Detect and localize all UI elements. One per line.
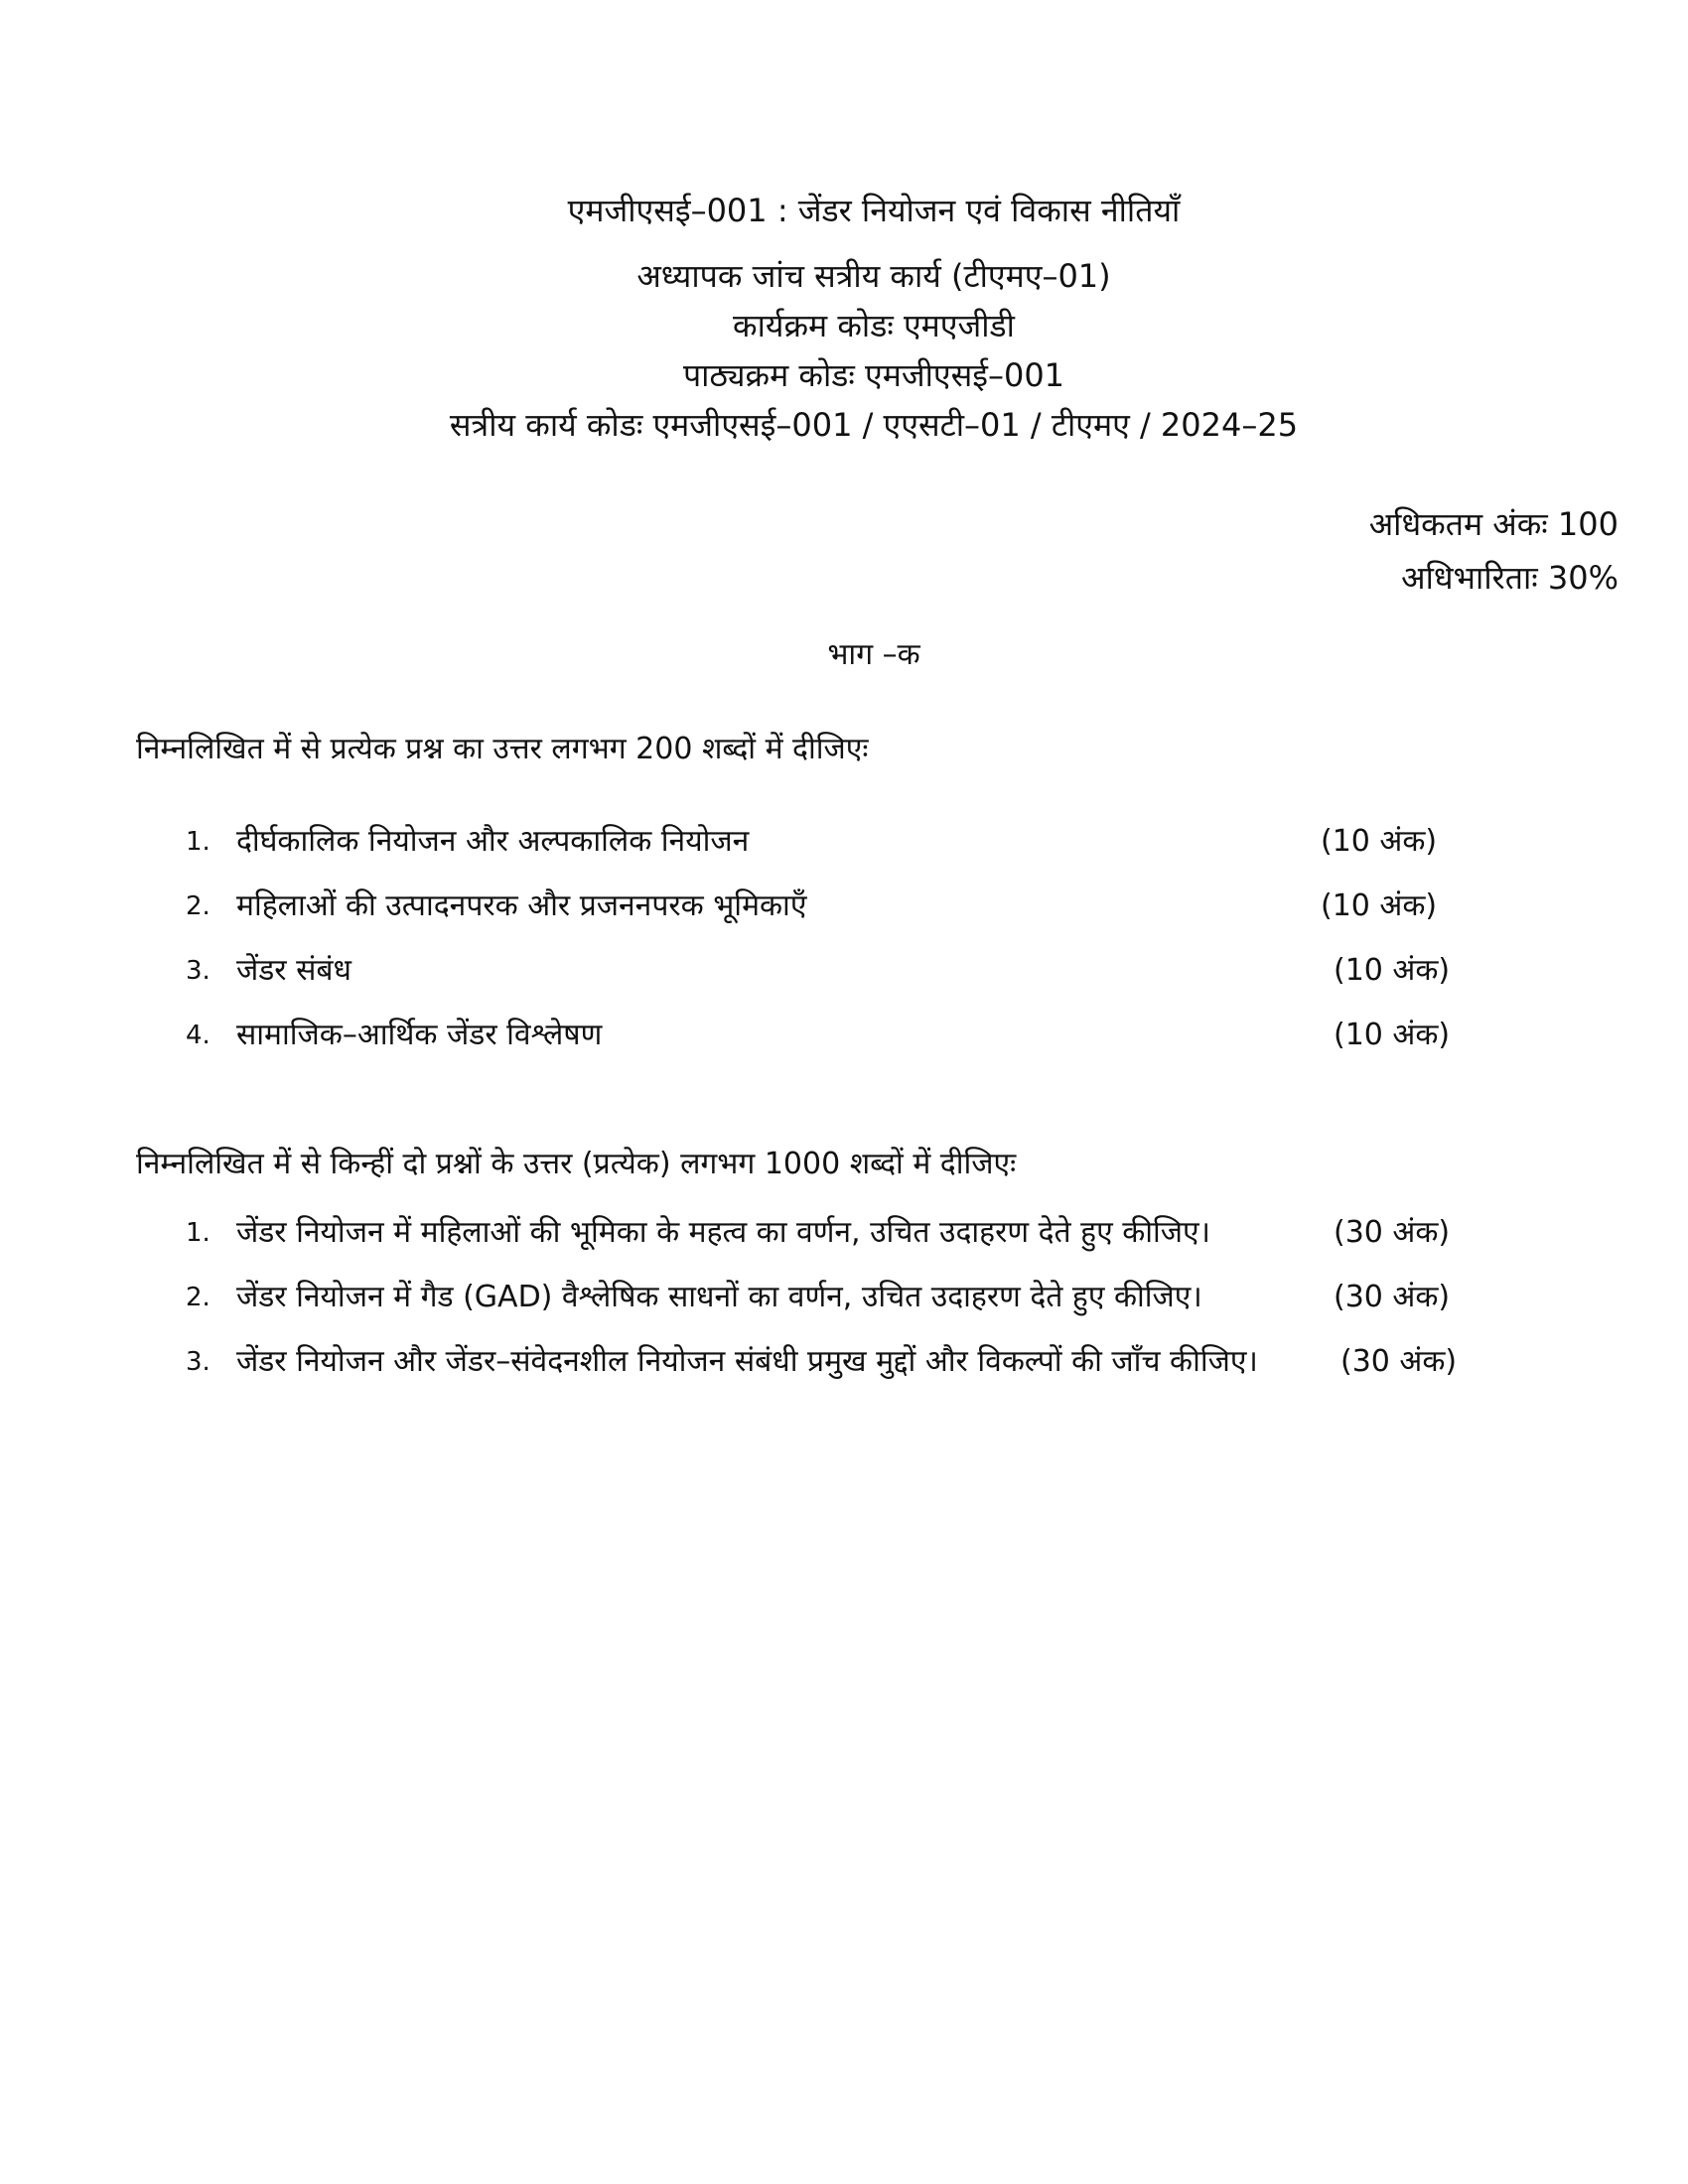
question-text: महिलाओं की उत्पादनपरक और प्रजननपरक भूमिकाएँ	[236, 888, 807, 923]
question-text: जेंडर नियोजन और जेंडर–संवेदनशील नियोजन संबंधी प्रमुख मुद्दों और विकल्पों की जाँच कीजिए।	[236, 1344, 1258, 1379]
part1-question	[0, 822, 1688, 862]
question-text: सामाजिक–आर्थिक जेंडर विश्लेषण	[236, 1018, 603, 1052]
question-marks: (30 अंक)	[1340, 1344, 1458, 1379]
part2-question	[0, 1278, 1688, 1317]
question-number: 4.	[186, 1021, 211, 1050]
part1-question	[0, 887, 1688, 926]
part2-question	[0, 1213, 1688, 1253]
question-number: 3.	[186, 1347, 211, 1377]
part2-question	[0, 1342, 1688, 1382]
part2-instruction: निम्नलिखित में से किन्हीं दो प्रश्नों के उत्तर (प्रत्येक) लगभग 1000 शब्दों में दीजिएः	[136, 1147, 1017, 1181]
question-marks: (30 अंक)	[1334, 1215, 1451, 1250]
question-marks: (10 अंक)	[1321, 888, 1438, 923]
document-title: एमजीएसई–001 : जेंडर नियोजन एवं विकास नीतियाँ	[567, 192, 1181, 229]
course-code: पाठ्यक्रम कोडः एमजीएसई–001	[682, 356, 1065, 394]
assignment-name: अध्यापक जांच सत्रीय कार्य (टीएमए–01)	[636, 257, 1111, 295]
part1-question	[0, 1016, 1688, 1055]
question-text: दीर्घकालिक नियोजन और अल्पकालिक नियोजन	[236, 824, 750, 859]
question-text: जेंडर नियोजन में महिलाओं की भूमिका के महत्व का वर्णन, उचित उदाहरण देते हुए कीजिए।	[236, 1215, 1211, 1250]
question-text: जेंडर नियोजन में गैड (GAD) वैश्लेषिक साधनों का वर्णन, उचित उदाहरण देते हुए कीजिए।	[236, 1280, 1202, 1314]
max-marks: अधिकतम अंकः 100	[1368, 505, 1618, 543]
question-number: 2.	[186, 1283, 211, 1312]
assignment-code: सत्रीय कार्य कोडः एमजीएसई–001 / एएसटी–01 / टीएमए / 2024–25	[449, 406, 1299, 444]
question-marks: (10 अंक)	[1321, 824, 1438, 859]
part1-question	[0, 951, 1688, 991]
section-label: भाग –क	[827, 637, 920, 672]
question-marks: (30 अंक)	[1334, 1280, 1451, 1314]
question-text: जेंडर संबंध	[236, 953, 352, 988]
question-marks: (10 अंक)	[1334, 1018, 1451, 1052]
question-marks: (10 अंक)	[1334, 953, 1451, 988]
weightage: अधिभारिताः 30%	[1401, 559, 1618, 597]
question-number: 1.	[186, 1218, 211, 1248]
question-number: 1.	[186, 827, 211, 857]
question-number: 3.	[186, 956, 211, 986]
question-number: 2.	[186, 891, 211, 921]
programme-code: कार्यक्रम कोडः एमएजीडी	[733, 307, 1015, 344]
part1-instruction: निम्नलिखित में से प्रत्येक प्रश्न का उत्तर लगभग 200 शब्दों में दीजिएः	[136, 732, 869, 766]
